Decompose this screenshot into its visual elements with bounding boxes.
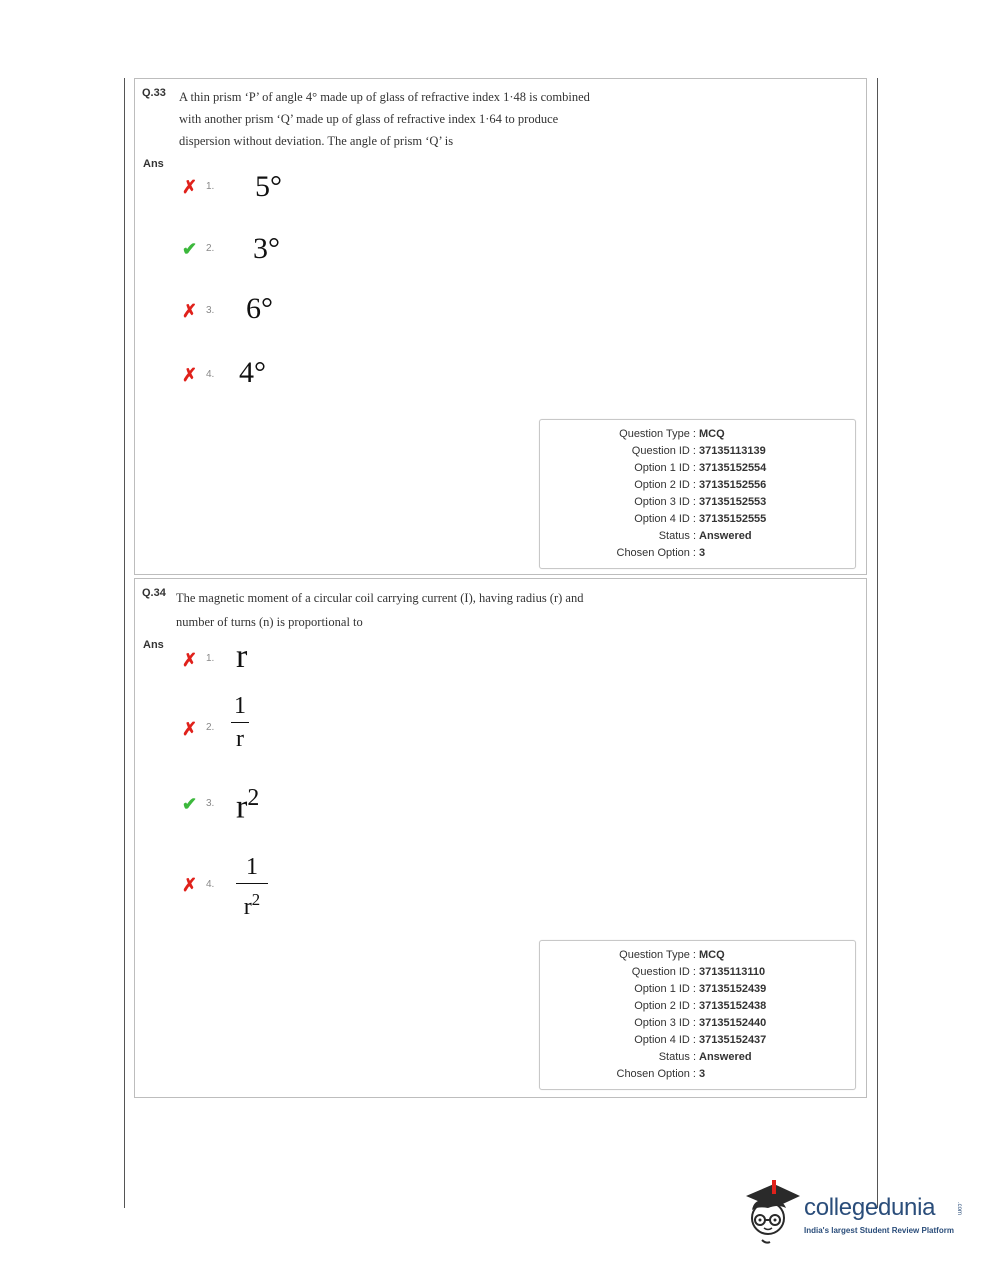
fraction-bar	[231, 722, 249, 723]
option-number: 4.	[206, 369, 215, 380]
question-text-line: The magnetic moment of a circular coil carrying current (I), having radius (r) and	[176, 591, 584, 605]
collegedunia-logo	[742, 1178, 972, 1248]
logo-suffix: .com	[956, 1202, 962, 1216]
info-key: Option 2 ID :	[634, 1000, 696, 1012]
option-4	[180, 356, 380, 396]
fraction-bar	[236, 883, 268, 884]
info-value: 37135152555	[699, 513, 767, 525]
info-key: Chosen Option :	[616, 1068, 696, 1080]
right-margin-rule	[877, 78, 878, 1208]
option-value: 4°	[239, 356, 266, 389]
info-value: 37135152438	[699, 1000, 767, 1012]
option-number: 2.	[206, 722, 215, 733]
option-2	[180, 690, 380, 770]
info-value: Answered	[699, 530, 752, 542]
info-row-question-type	[540, 949, 855, 966]
info-value: 37135152553	[699, 496, 767, 508]
question-text-line: A thin prism ‘P’ of angle 4° made up of glass of refractive index 1·48 is combined	[179, 90, 590, 104]
info-value: MCQ	[699, 428, 725, 440]
base: r	[236, 788, 248, 826]
info-row-option-2-id	[540, 1000, 855, 1017]
question-text-line: number of turns (n) is proportional to	[176, 615, 363, 629]
option-2	[180, 230, 380, 270]
info-key: Status :	[658, 1051, 696, 1063]
info-value: 37135152440	[699, 1017, 767, 1029]
info-row-chosen-option	[540, 547, 855, 564]
info-row-status	[540, 1051, 855, 1068]
question-number: Q.33	[142, 87, 166, 99]
mascot-icon	[742, 1178, 802, 1248]
checkmark-icon: ✔	[182, 239, 198, 259]
question-info-panel	[539, 940, 856, 1090]
info-row-option-2-id	[540, 479, 855, 496]
info-key: Option 4 ID :	[634, 513, 696, 525]
cross-icon: ✗	[182, 301, 198, 321]
question-text	[176, 586, 656, 634]
info-value: MCQ	[699, 949, 725, 961]
info-row-option-1-id	[540, 462, 855, 479]
question-text-line: dispersion without deviation. The angle of prism ‘Q’ is	[179, 134, 454, 148]
question-text	[179, 86, 610, 152]
info-row-option-3-id	[540, 496, 855, 513]
question-info-panel	[539, 419, 856, 569]
logo-wordmark: collegedunia	[804, 1194, 936, 1221]
info-value: 37135113110	[699, 966, 766, 978]
info-row-question-id	[540, 966, 855, 983]
option-value: 3°	[253, 232, 280, 265]
info-row-option-4-id	[540, 1034, 855, 1051]
cross-icon: ✗	[182, 650, 198, 670]
option-value	[236, 785, 259, 826]
info-row-option-4-id	[540, 513, 855, 530]
option-number: 3.	[206, 798, 215, 809]
option-1	[180, 640, 380, 680]
info-value: 3	[699, 1068, 706, 1080]
info-key: Status :	[658, 530, 696, 542]
option-value: 6°	[246, 292, 273, 325]
info-value: 3	[699, 547, 706, 559]
info-key: Option 3 ID :	[634, 1017, 696, 1029]
fraction-numerator: 1	[234, 693, 246, 719]
info-value: Answered	[699, 1051, 752, 1063]
fraction-numerator: 1	[246, 854, 258, 880]
info-row-option-1-id	[540, 983, 855, 1000]
option-3	[180, 292, 380, 332]
option-number: 4.	[206, 879, 215, 890]
info-value: 37135152439	[699, 983, 767, 995]
left-margin-rule	[124, 78, 125, 1208]
option-number: 1.	[206, 653, 215, 664]
info-key: Option 4 ID :	[634, 1034, 696, 1046]
fraction-denominator: r	[236, 726, 244, 752]
info-row-question-type	[540, 428, 855, 445]
option-number: 1.	[206, 181, 215, 192]
info-key: Option 2 ID :	[634, 479, 696, 491]
info-value: 37135152437	[699, 1034, 767, 1046]
exponent: 2	[251, 890, 261, 909]
info-value: 37135152554	[699, 462, 767, 474]
info-key: Question Type :	[619, 428, 696, 440]
option-value: 5°	[255, 170, 282, 203]
info-value: 37135113139	[699, 445, 766, 457]
info-key: Question ID :	[631, 966, 696, 978]
exponent: 2	[247, 785, 260, 811]
checkmark-icon: ✔	[182, 794, 198, 814]
info-key: Question Type :	[619, 949, 696, 961]
info-row-chosen-option	[540, 1068, 855, 1085]
option-1	[180, 168, 380, 208]
cross-icon: ✗	[182, 177, 198, 197]
fraction-denominator	[236, 887, 268, 920]
info-row-question-id	[540, 445, 855, 462]
info-key: Option 3 ID :	[634, 496, 696, 508]
ans-label: Ans	[143, 639, 164, 651]
fraction-value	[231, 693, 249, 752]
info-row-status	[540, 530, 855, 547]
option-number: 2.	[206, 243, 215, 254]
info-key: Option 1 ID :	[634, 462, 696, 474]
option-value: r	[236, 638, 248, 675]
question-number: Q.34	[142, 587, 166, 599]
cross-icon: ✗	[182, 719, 198, 739]
option-number: 3.	[206, 305, 215, 316]
info-key: Chosen Option :	[616, 547, 696, 559]
info-key: Option 1 ID :	[634, 983, 696, 995]
base: r	[243, 894, 252, 920]
option-3	[180, 785, 380, 835]
logo-tagline: India's largest Student Review Platform	[804, 1226, 954, 1235]
option-4	[180, 850, 380, 930]
info-key: Question ID :	[631, 445, 696, 457]
info-row-option-3-id	[540, 1017, 855, 1034]
fraction-value	[236, 854, 268, 920]
ans-label: Ans	[143, 158, 164, 170]
cross-icon: ✗	[182, 365, 198, 385]
info-value: 37135152556	[699, 479, 767, 491]
cross-icon: ✗	[182, 875, 198, 895]
question-text-line: with another prism ‘Q’ made up of glass of refractive index 1·64 to produce	[179, 112, 559, 126]
